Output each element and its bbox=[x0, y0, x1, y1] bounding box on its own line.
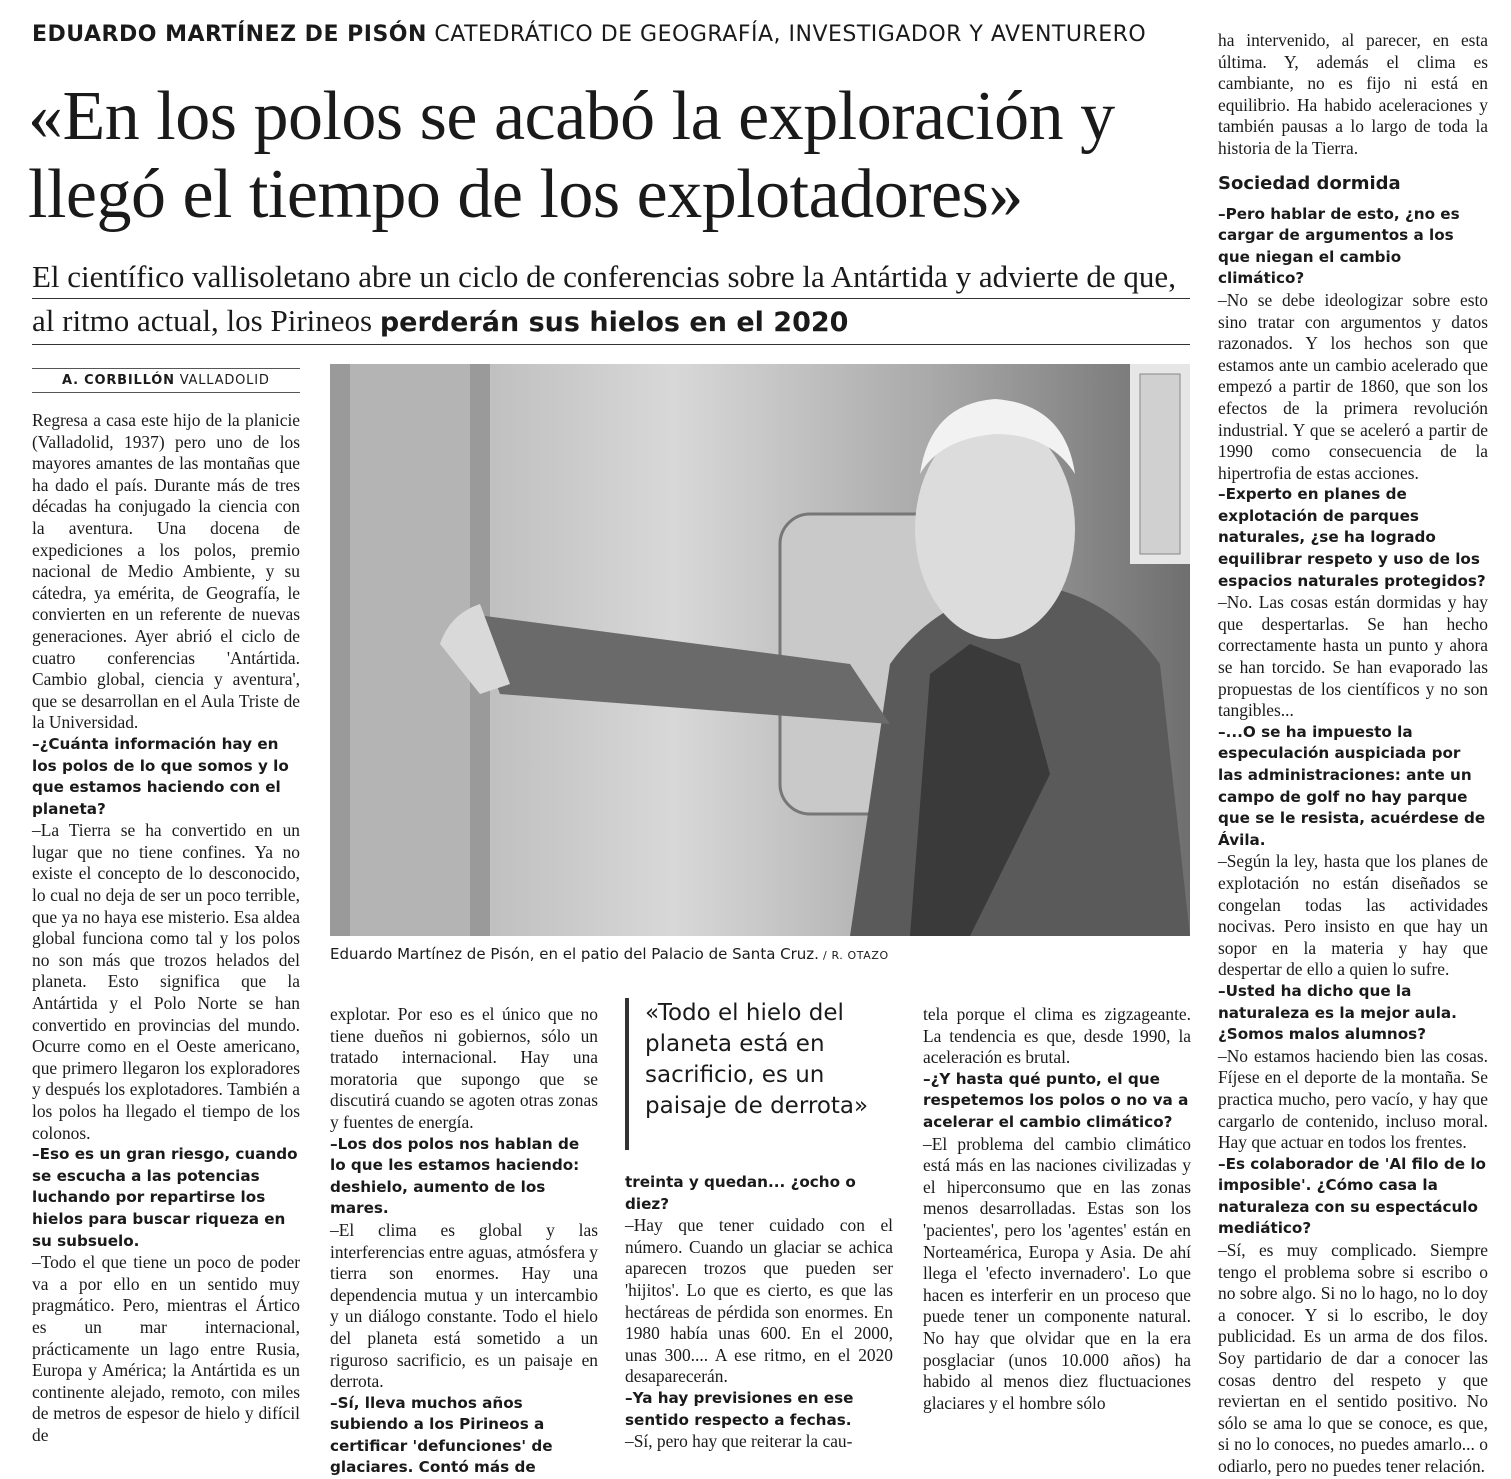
subhead-text: El científico vallisoletano abre un ciclo de conferencias sobre la Antártida y advierte de que, al ritmo actual, los Pirineos bbox=[32, 259, 1176, 338]
pull-quote: «Todo el hielo del planeta está en sacrificio, es un paisaje de derrota» bbox=[625, 998, 893, 1150]
caption-text: Eduardo Martínez de Pisón, en el patio del Palacio de Santa Cruz. bbox=[330, 945, 819, 963]
byline bbox=[32, 368, 300, 393]
kicker-name: EDUARDO MARTÍNEZ DE PISÓN bbox=[32, 22, 427, 47]
paragraph: Regresa a casa este hijo de la planicie (Valladolid, 1937) pero uno de los mayores amantes de las montañas que ha dado el país. Durante más de tres décadas ha conjugado la ciencia con la aventura. Una docena de expediciones a los polos, premio nacional de Medio Ambiente, y su cátedra, ya emérita, de Geografía, le convierten en un referente de nuevas generaciones. Ayer abrió el ciclo de cuatro conferencias 'Antártida. Cambio global, ciencia y aventura', que se desarrollan en el Aula Triste de la Universidad. bbox=[32, 410, 300, 733]
paragraph: –Sí, es muy complicado. Siempre tengo el problema sobre si escribo o no sobre algo. Si no lo hago, no lo doy a conocer. Y si lo escribo, le doy publicidad. Es un arma de dos filos. Soy partidario de dar a conocer las cosas dentro del respeto y que reviertan en el sentido positivo. No sólo se ama lo que se conoce, es que, si no lo conoces, no puedes amarlo... o odiarlo, pero no puedes tener relación. bbox=[1218, 1240, 1488, 1476]
column-5 bbox=[1218, 30, 1488, 1478]
kicker bbox=[32, 22, 1146, 47]
paragraph: –Sí, pero hay que reiterar la cau- bbox=[625, 1431, 853, 1452]
interview-question: –¿Cuánta información hay en los polos de lo que somos y lo que estamos haciendo con el planeta? bbox=[32, 734, 289, 818]
column-5-body bbox=[1218, 204, 1488, 1478]
paragraph: –No estamos haciendo bien las cosas. Fíjese en el deporte de la montaña. Se practica mucho, pero vacío, y hay que cargarlo de contenido, incluso moral. Hay que actuar en todos los frentes. bbox=[1218, 1045, 1488, 1153]
photo-caption bbox=[330, 945, 1190, 963]
byline-place: VALLADOLID bbox=[179, 373, 270, 388]
column-1 bbox=[32, 410, 300, 1447]
paragraph: –No. Las cosas están dormidas y hay que despertarlas. Se han hecho correctamente hasta un punto y ahora se han torcido. Se han evaporado las propuestas de los científicos y no son tangibles... bbox=[1218, 592, 1488, 721]
interview-question: –¿Y hasta qué punto, el que respetemos los polos o no va a acelerar el cambio climático? bbox=[923, 1069, 1189, 1131]
paragraph: tela porque el clima es zigzageante. La tendencia es que, desde 1990, la aceleración es brutal. bbox=[923, 1004, 1191, 1068]
paragraph: –La Tierra se ha convertido en un lugar que no tiene confines. Ya no existe el concepto de lo desconocido, lo cual no deja de ser un poco terrible, que ya no haya ese misterio. Esa aldea global funciona como tal y los polos no son más que trozos helados del planeta. Esto significa que la Antártida y el Polo Norte se han convertido en provincias del mundo. Ocurre como en el Oeste americano, que primero llegaron los exploradores y después los explotadores. También a los polos ha llegado el tiempo de los colonos. bbox=[32, 820, 300, 1143]
subhead-rule-bottom bbox=[32, 344, 1190, 345]
paragraph: –Hay que tener cuidado con el número. Cuando un glaciar se achica aparecen trozos que pueden ser 'hijitos'. Lo que es cierto, es que las hectáreas de pérdida son enormes. En 1980 había unas 600. En el 2000, unas 300.... A ese ritmo, en el 2020 desaparecerán. bbox=[625, 1215, 893, 1387]
byline-author: A. CORBILLÓN bbox=[62, 373, 175, 388]
subhead bbox=[32, 255, 1192, 345]
interview-question: –Es colaborador de 'Al filo de lo imposible'. ¿Cómo casa la naturaleza con su espectáculo mediático? bbox=[1218, 1154, 1486, 1238]
paragraph: ha intervenido, al parecer, en esta última. Y, además el clima es cambiante, no es fijo ni está en equilibrio. Ha habido aceleraciones y también pausas a lo largo de toda la historia de la Tierra. bbox=[1218, 30, 1488, 158]
column-5-top bbox=[1218, 30, 1488, 160]
column-4 bbox=[923, 1004, 1191, 1414]
interview-question: –Los dos polos nos hablan de lo que les estamos haciendo: deshielo, aumento de los mares. bbox=[330, 1134, 580, 1218]
portrait-illustration bbox=[330, 364, 1190, 936]
interview-question: –Pero hablar de esto, ¿no es cargar de argumentos a los que niegan el cambio climático? bbox=[1218, 204, 1460, 288]
interview-question: –...O se ha impuesto la especulación auspiciada por las administraciones: ante un campo de golf no hay parque que se le resista, acuérdese de Ávila. bbox=[1218, 722, 1486, 849]
paragraph: –El problema del cambio climático está más en las naciones civilizadas y el hiperconsumo que en las zonas menos desarrolladas. Estas son los 'pacientes', pero los 'agentes' están en Norteamérica, Europa y Asia. De ahí llega el 'efecto invernadero'. Lo que hacen es interferir en un proceso que puede tener un componente natural. No hay que olvidar que en la era posglaciar (unos 10.000 años) ha habido al menos diez fluctuaciones glaciares y el hombre sólo bbox=[923, 1133, 1191, 1413]
paragraph: –No se debe ideologizar sobre esto sino tratar con argumentos y datos razonados. Y los hechos son que estamos ante un cambio acelerado que empezó a partir de 1860, que son los efectos de la primera revolución industrial. Y que se aceleró a partir de 1990 como consecuencia de la hipertrofia de estas acciones. bbox=[1218, 289, 1488, 483]
headline: «En los polos se acabó la exploración y llegó el tiempo de los explotadores» bbox=[28, 78, 1115, 233]
paragraph: –Según la ley, hasta que los planes de explotación no están diseñados se congelan todas las actividades nocivas. Pero insisto en que hay un sopor en la materia y hay que despertar de ello a quien lo sufre. bbox=[1218, 851, 1488, 980]
photo bbox=[330, 364, 1190, 936]
interview-question: –Usted ha dicho que la naturaleza es la mejor aula. ¿Somos malos alumnos? bbox=[1218, 981, 1457, 1044]
section-heading: Sociedad dormida bbox=[1218, 173, 1401, 194]
column-2 bbox=[330, 1004, 598, 1479]
subhead-rule bbox=[32, 298, 1190, 299]
column-3 bbox=[625, 1172, 893, 1453]
paragraph: –Todo el que tiene un poco de poder va a por ello en un sentido muy pragmático. Pero, mientras el Ártico es un mar internacional, prácticamente un lago entre Rusia, Europa y América; la Antártida es un continente alejado, remoto, con miles de metros de espesor de hielo y difícil de bbox=[32, 1252, 300, 1445]
interview-question: treinta y quedan... ¿ocho o diez? bbox=[625, 1173, 856, 1213]
interview-question: –Ya hay previsiones en ese sentido respecto a fechas. bbox=[625, 1388, 854, 1429]
kicker-role: CATEDRÁTICO DE GEOGRAFÍA, INVESTIGADOR Y AVENTURERO bbox=[434, 22, 1147, 47]
interview-question: –Sí, lleva muchos años subiendo a los Pirineos a certificar 'defunciones' de glaciares. Contó más de bbox=[330, 1393, 553, 1477]
interview-question: –Experto en planes de explotación de parques naturales, ¿se ha logrado equilibrar respeto y uso de los espacios naturales protegidos? bbox=[1218, 485, 1486, 590]
paragraph: explotar. Por eso es el único que no tiene dueños ni gobiernos, sólo un tratado internacional. Hay una moratoria que supongo que se discutirá cuando se agoten otras zonas y fuentes de energía. bbox=[330, 1004, 598, 1132]
caption-credit: / R. OTAZO bbox=[818, 949, 889, 962]
paragraph: –El clima es global y las interferencias entre aguas, atmósfera y tierra son enormes. Hay una dependencia mutua y un intercambio y un diálogo constante. Todo el hielo del planeta está sometido a un riguroso sacrificio, es un paisaje en derrota. bbox=[330, 1219, 598, 1392]
interview-question: –Eso es un gran riesgo, cuando se escucha a las potencias luchando por repartirse los hielos para buscar riqueza en su subsuelo. bbox=[32, 1145, 298, 1250]
subhead-bold: perderán sus hielos en el 2020 bbox=[379, 307, 849, 338]
